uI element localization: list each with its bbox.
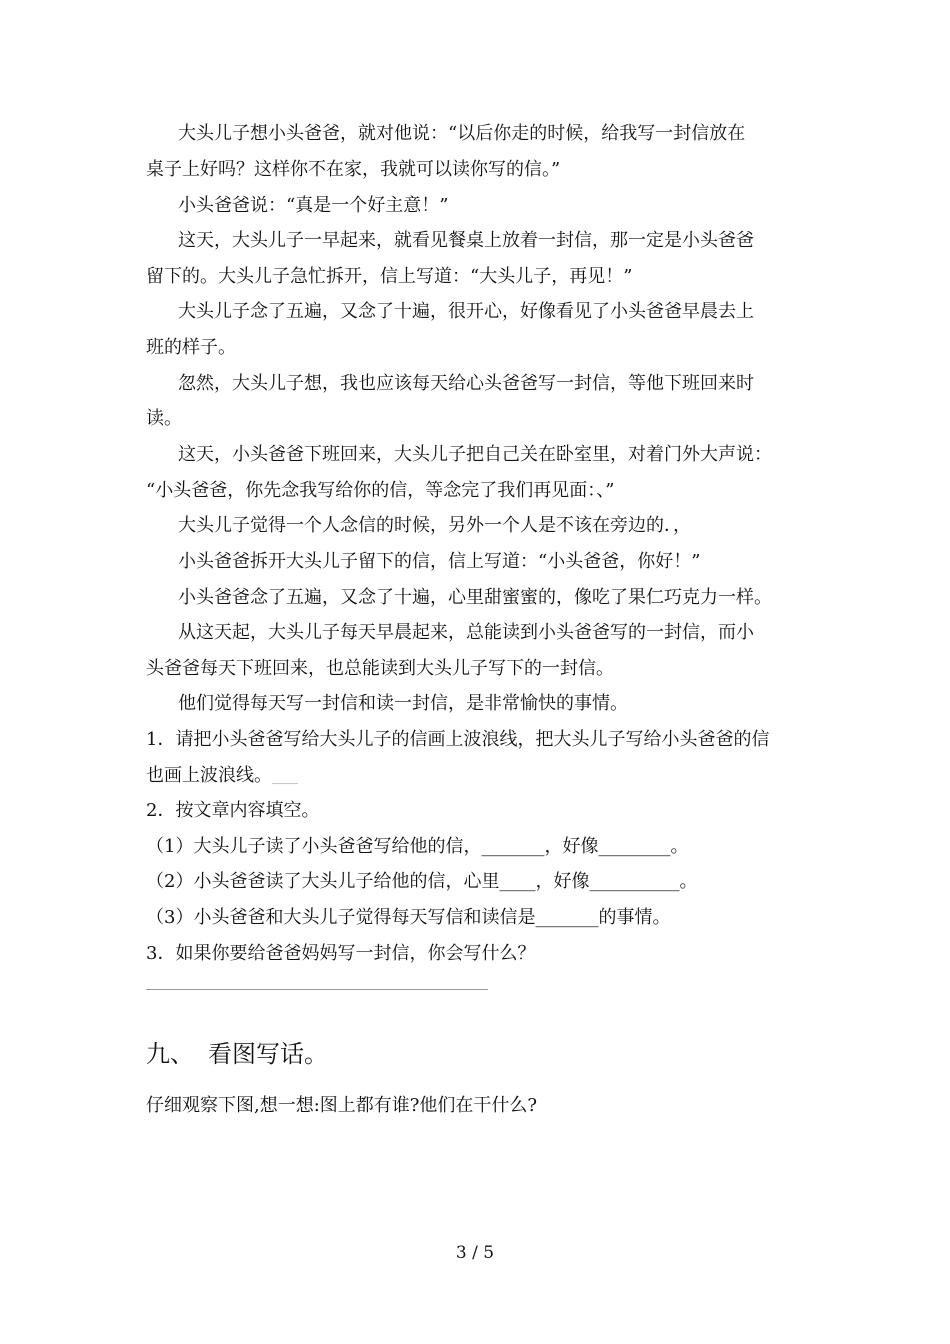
story-paragraph-10-line-1: 从这天起，大头儿子每天早晨起来，总能读到小头爸爸写的一封信，而小 bbox=[178, 622, 754, 643]
question-2: 2．按文章内容填空。 bbox=[146, 800, 320, 821]
story-paragraph-4-line-2: 班的样子。 bbox=[146, 337, 236, 358]
story-paragraph-6-line-2: “小头爸爸，你先念我写给你的信，等念完了我们再见面：、” bbox=[146, 480, 615, 501]
section-9-number: 九、 bbox=[146, 1040, 194, 1068]
question-2-item-2: （2）小头爸爸读了大头儿子给他的信，心里____，好像__________。 bbox=[146, 871, 698, 892]
story-paragraph-8: 小头爸爸拆开大头儿子留下的信，信上写道：“小头爸爸，你好！” bbox=[178, 551, 701, 572]
section-9-heading bbox=[146, 1038, 328, 1070]
story-paragraph-5-line-2: 读。 bbox=[146, 408, 182, 429]
story-paragraph-1-line-1: 大头儿子想小头爸爸，就对他说：“以后你走的时候，给我写一封信放在 bbox=[178, 123, 746, 144]
story-paragraph-1-line-2: 桌子上好吗？这样你不在家，我就可以读你写的信。” bbox=[146, 159, 561, 180]
story-paragraph-11: 他们觉得每天写一封信和读一封信，是非常愉快的事情。 bbox=[178, 693, 628, 714]
story-paragraph-7: 大头儿子觉得一个人念信的时候，另外一个人是不该在旁边的．， bbox=[178, 515, 691, 536]
story-paragraph-3-line-2: 留下的。大头儿子急忙拆开，信上写道：“大头儿子，再见！” bbox=[146, 266, 633, 287]
section-9-title: 看图写话。 bbox=[208, 1040, 328, 1068]
story-paragraph-4-line-1: 大头儿子念了五遍，又念了十遍，很开心，好像看见了小头爸爸早晨去上 bbox=[178, 301, 754, 322]
answer-line bbox=[146, 989, 488, 990]
question-1-line-1: 1．请把小头爸爸写给大头儿子的信画上波浪线，把大头儿子写给小头爸爸的信 bbox=[146, 729, 770, 750]
story-paragraph-3-line-1: 这天，大头儿子一早起来，就看见餐桌上放着一封信，那一定是小头爸爸 bbox=[178, 230, 754, 251]
answer-blank: ____ bbox=[272, 770, 298, 785]
question-3: 3．如果你要给爸爸妈妈写一封信，你会写什么？ bbox=[146, 943, 536, 964]
question-1-text: 也画上波浪线。 bbox=[146, 765, 272, 786]
question-1-line-2 bbox=[146, 764, 810, 790]
story-paragraph-10-line-2: 头爸爸每天下班回来，也总能读到大头儿子写下的一封信。 bbox=[146, 658, 614, 679]
page-number: 3 / 5 bbox=[455, 1243, 495, 1263]
story-paragraph-6-line-1: 这天，小头爸爸下班回来，大头儿子把自己关在卧室里，对着门外大声说： bbox=[178, 444, 772, 465]
section-9-instruction: 仔细观察下图,想一想:图上都有谁?他们在干什么? bbox=[146, 1095, 538, 1116]
story-paragraph-9: 小头爸爸念了五遍，又念了十遍，心里甜蜜蜜的，像吃了果仁巧克力一样。 bbox=[178, 587, 772, 608]
question-2-item-1: （1）大头儿子读了小头爸爸写给他的信，_______，好像________。 bbox=[146, 836, 689, 857]
story-paragraph-5-line-1: 忽然，大头儿子想，我也应该每天给心头爸爸写一封信，等他下班回来时 bbox=[178, 373, 754, 394]
story-paragraph-2: 小头爸爸说：“真是一个好主意！” bbox=[178, 195, 449, 216]
question-2-item-3: （3）小头爸爸和大头儿子觉得每天写信和读信是_______的事情。 bbox=[146, 907, 671, 928]
